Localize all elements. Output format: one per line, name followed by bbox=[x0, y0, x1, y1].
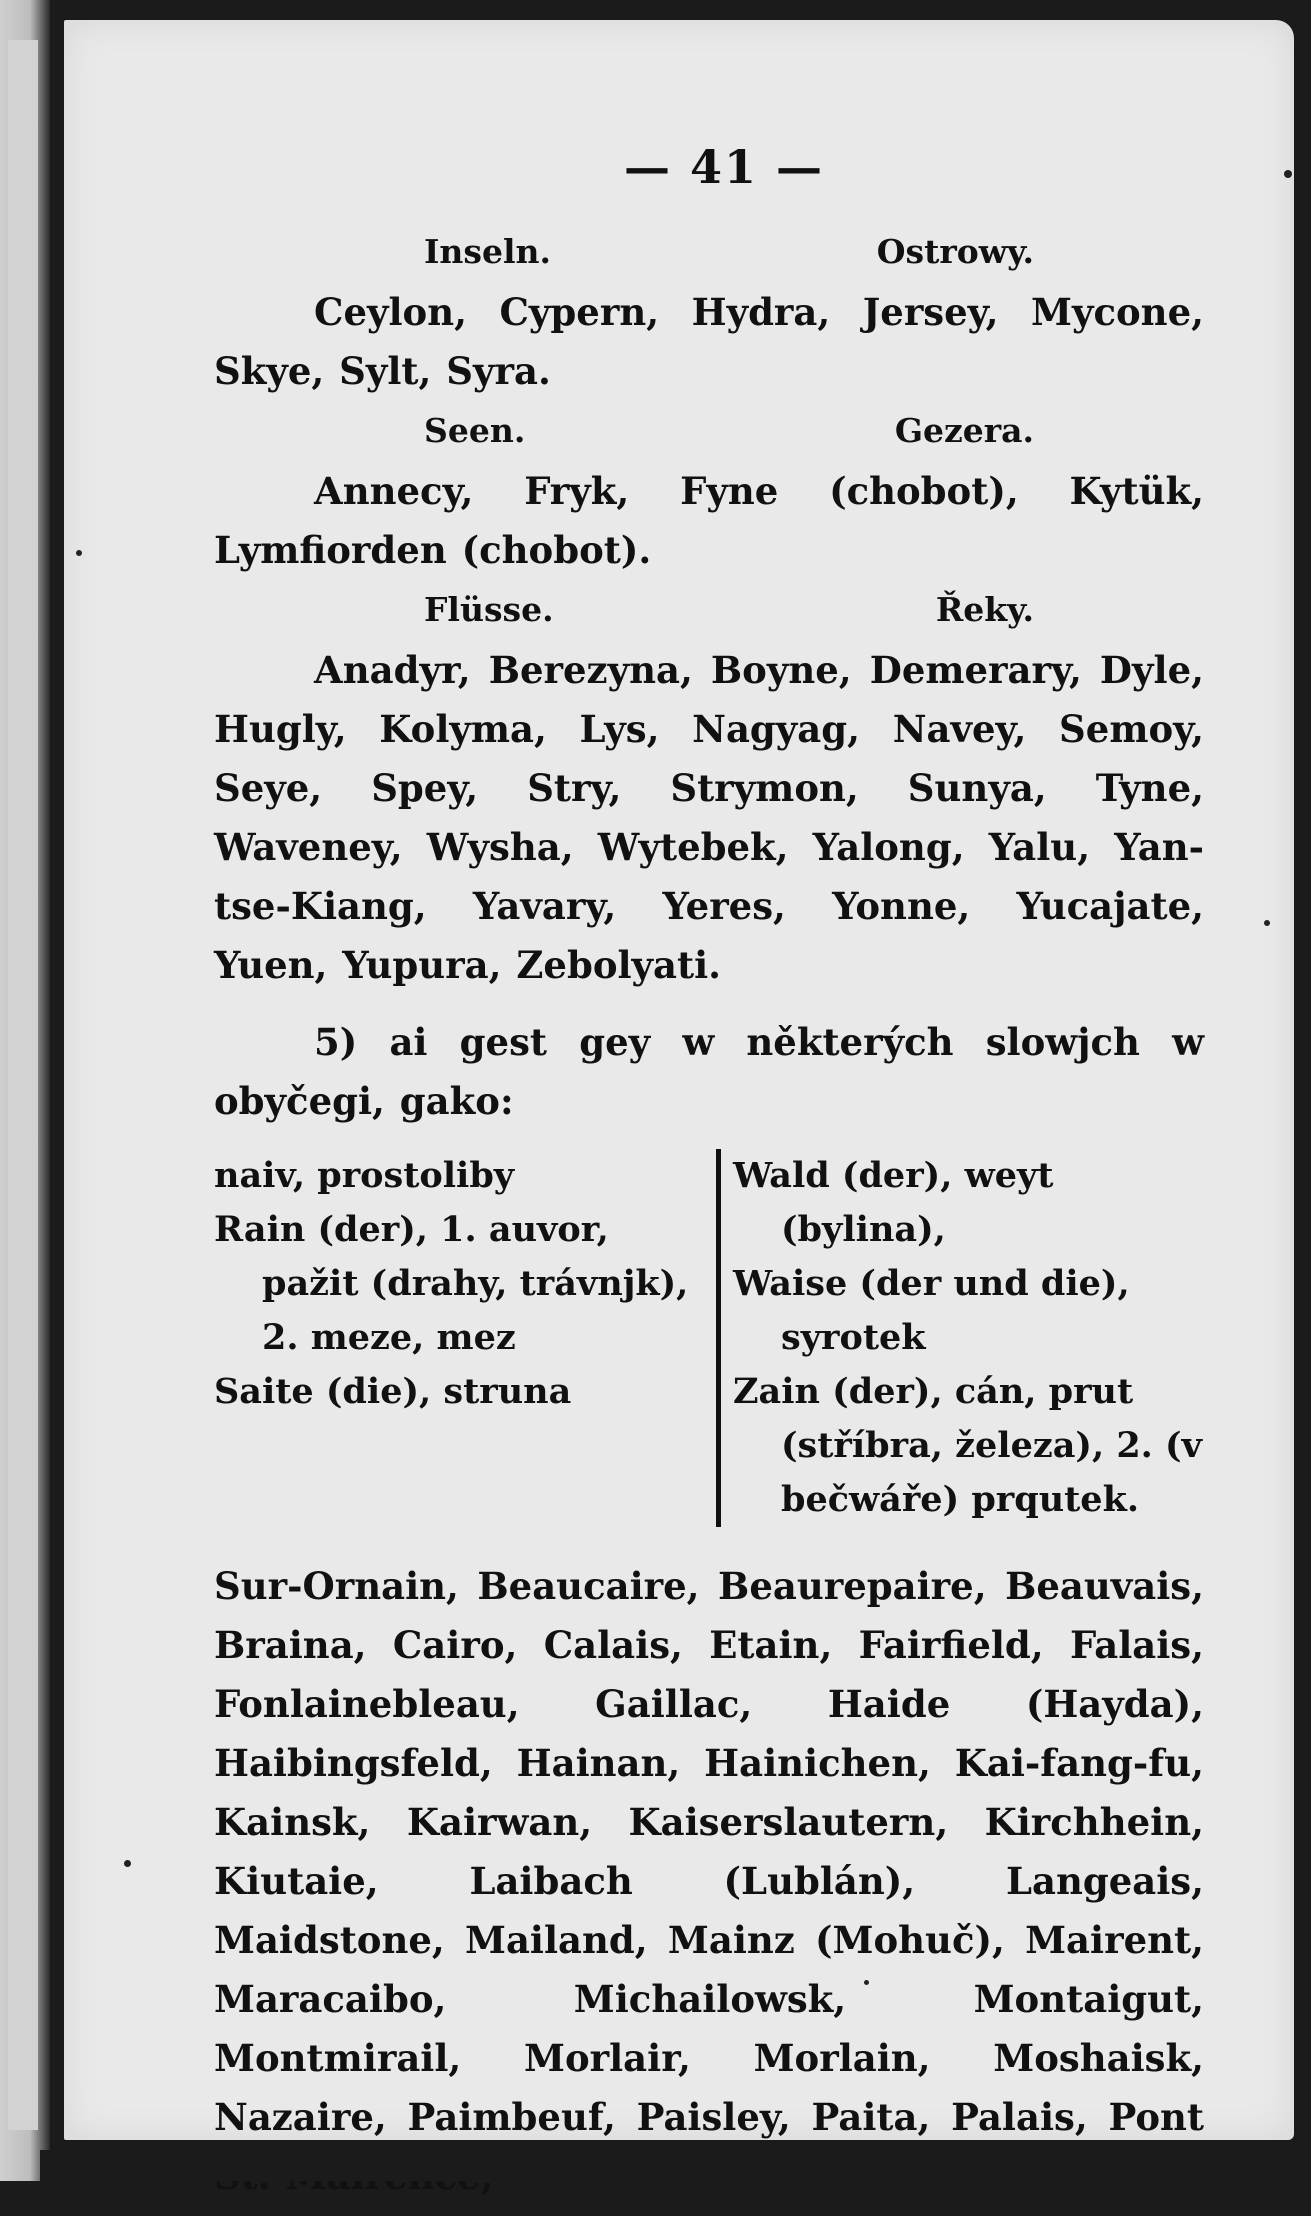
section-heading-islands bbox=[214, 232, 1204, 271]
rivers-paragraph: Anadyr, Berezyna, Boyne, Demerary, Dyle, Hugly, Kolyma, Lys, Nagyag, Navey, Semoy, Seye, Spey, Stry, Strymon, Sunya, Tyne, Waveney, Wysha, Wytebek, Yalong, Yalu, Yan-tse-Kiang, Yavary, Yeres, Yonne, Yucajate, Yuen, Yupura, Zebolyati. bbox=[214, 648, 1204, 987]
glossary-entry: Zain (der), cán, prut (stříbra, železa), 2. (v bečwáře) prqutek. bbox=[733, 1371, 1202, 1520]
page-number: — 41 — bbox=[623, 140, 825, 194]
islands-paragraph: Ceylon, Cypern, Hydra, Jersey, Mycone, Skye, Sylt, Syra. bbox=[214, 290, 1204, 393]
rule-paragraph: 5) ai gest gey w některých slowjch w obyčegi, gako: bbox=[214, 1020, 1204, 1123]
place-names-paragraph: Sur-Ornain, Beaucaire, Beaurepaire, Beauvais, Braina, Cairo, Calais, Etain, Fairfield, Falais, Fonlainebleau, Gaillac, Haide (Hayda), Haibingsfeld, Hainan, Hainichen, Kai-fang-fu, Kainsk, Kairwan, Kaiserslautern, Kirchhein, Kiutaie, Laibach (Lublán), Langeais, Maidstone, Mailand, Mainz (Mohuč), Mairent, Maracaibo, Michailowsk, Montaigut, Montmirail, Morlair, Morlain, Moshaisk, Nazaire, Paimbeuf, Paisley, Paita, Palais, Pont bbox=[214, 1564, 1204, 2139]
page-sheet bbox=[64, 20, 1294, 2140]
ink-speck bbox=[1264, 920, 1270, 926]
glossary-entry: Saite (die), struna bbox=[214, 1371, 572, 1412]
glossary-entry: naiv, prostoliby bbox=[214, 1155, 515, 1196]
previous-page-edge bbox=[0, 0, 50, 2181]
ink-speck bbox=[124, 1860, 131, 1867]
heading-czech: Gezera. bbox=[894, 411, 1034, 450]
heading-german: Inseln. bbox=[424, 232, 552, 271]
glossary-left-column bbox=[214, 1149, 721, 1527]
ink-speck bbox=[76, 550, 82, 556]
ink-speck bbox=[1284, 170, 1292, 178]
glossary-entry: Waise (der und die), syrotek bbox=[733, 1263, 1130, 1358]
two-column-glossary bbox=[214, 1149, 1204, 1527]
section-heading-rivers bbox=[214, 590, 1204, 629]
heading-german: Seen. bbox=[424, 411, 526, 450]
heading-german: Flüsse. bbox=[424, 590, 554, 629]
glossary-entry: Rain (der), 1. auvor, pažit (drahy, trávnjk), 2. meze, mez bbox=[214, 1209, 689, 1358]
glossary-right-column bbox=[721, 1149, 1204, 1527]
glossary-entry: Wald (der), weyt (bylina), bbox=[733, 1155, 1054, 1250]
page-content bbox=[214, 140, 1204, 2216]
heading-czech: Ostrowy. bbox=[876, 232, 1034, 271]
scan-bottom-border bbox=[40, 2150, 1311, 2181]
heading-czech: Řeky. bbox=[935, 590, 1034, 629]
section-heading-lakes bbox=[214, 411, 1204, 450]
lakes-paragraph: Annecy, Fryk, Fyne (chobot), Kytük, Lymfiorden (chobot). bbox=[214, 469, 1204, 572]
page-edge-paper bbox=[8, 40, 38, 2130]
